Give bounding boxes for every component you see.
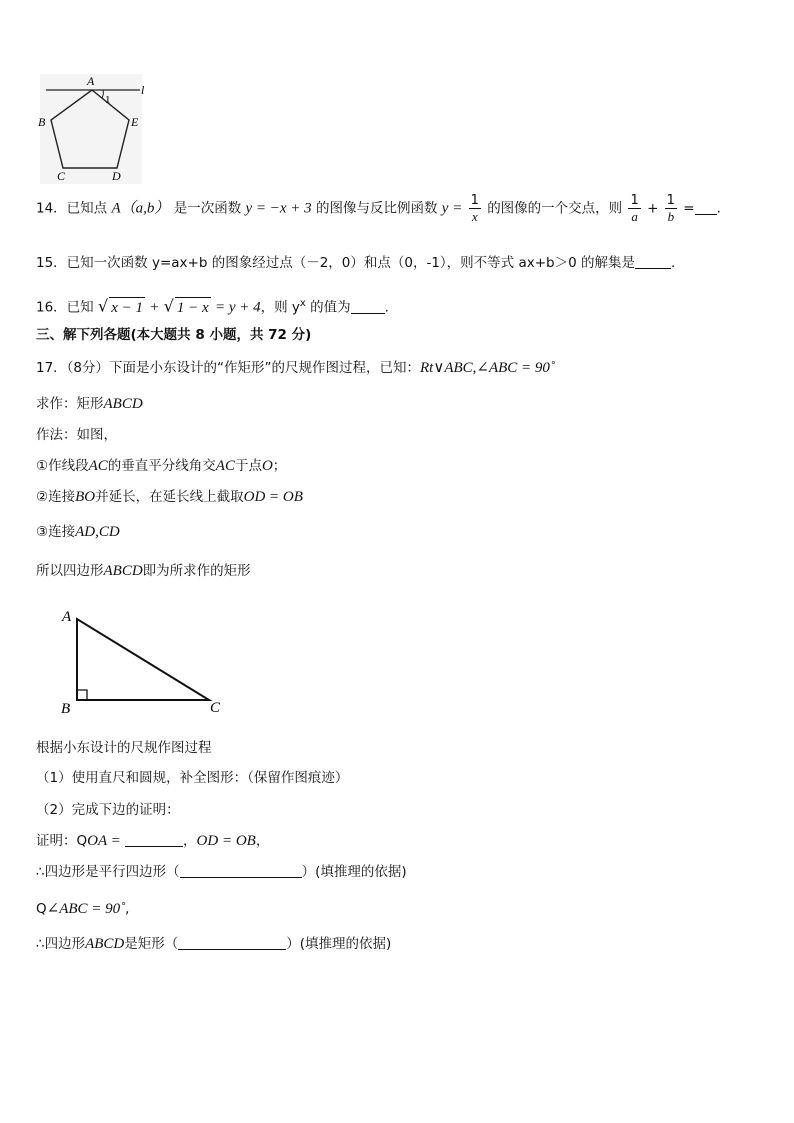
triangle-label-B: B [61, 701, 71, 717]
triangle-label-C: C [210, 700, 221, 716]
q17-proof-line-3: Q∠ABC = 90˚, [36, 901, 130, 917]
proof-blank-rectangle[interactable] [178, 935, 286, 950]
label-A: A [87, 74, 95, 88]
radical-sign-icon: √ [97, 296, 109, 316]
label-1: 1 [105, 94, 111, 106]
label-l: l [141, 83, 145, 97]
answer-blank[interactable] [351, 299, 385, 314]
q17-proof-line-1: 证明：QOA = ，OD = OB， [36, 833, 270, 849]
q17-step-1: ①作线段AC的垂直平分线角交AC于点O； [36, 458, 287, 474]
section-heading: 三、解下列各题(本大题共 8 小题，共 72 分) [36, 327, 312, 343]
answer-blank[interactable] [635, 254, 671, 269]
proof-blank-oa[interactable] [125, 832, 183, 847]
q17-conclusion: 所以四边形ABCD即为所求作的矩形 [36, 563, 251, 579]
q17-ask: 求作：矩形ABCD [36, 396, 143, 412]
label-B: B [38, 115, 46, 129]
q17-method: 作法：如图， [36, 427, 117, 443]
label-E: E [131, 115, 139, 129]
q17-process: 根据小东设计的尺规作图过程 [36, 740, 212, 756]
q17-step-2: ②连接BO并延长，在延长线上截取OD = OB [36, 489, 303, 505]
fraction-1-over-b: $\frac{1}{b}$ [666, 193, 675, 224]
answer-blank[interactable] [695, 200, 717, 215]
label-D: D [112, 169, 121, 183]
question-17-intro: 17．（8分）下面是小东设计的“作矩形”的尺规作图过程，已知：Rt∨ABC,∠ABC = 90˚ [36, 360, 555, 376]
fraction-1-over-a: $\frac{1}{a}$ [630, 193, 639, 224]
right-triangle-figure [56, 604, 236, 720]
q17-part-2: （2）完成下边的证明： [36, 802, 180, 818]
question-16: 16．已知 √ x − 1 + √ 1 − x = y + 4，则 $y^x$ 的值为 . [36, 296, 389, 316]
question-14: 14．已知点 A（a,b） 是一次函数 y = −x + 3 的图像与反比例函数 y = $\frac{1}{x}$ 的图像的一个交点，则 $\frac{1}{a}$ + $\frac{1}{b}$ = . [36, 193, 721, 224]
q17-part-1: （1）使用直尺和圆规，补全图形：（保留作图痕迹） [36, 770, 349, 786]
question-15: 15．已知一次函数 y=ax+b 的图象经过点（－2，0）和点（0，-1），则不等式 ax+b＞0 的解集是 . [36, 255, 676, 271]
q17-step-3: ③连接AD,CD [36, 524, 120, 540]
label-C: C [57, 169, 66, 183]
pentagon-figure [30, 74, 160, 186]
triangle-label-A: A [62, 609, 72, 625]
proof-blank-parallelogram[interactable] [180, 863, 302, 878]
q17-proof-line-4: ∴四边形ABCD是矩形（ ）(填推理的依据) [36, 936, 392, 952]
fraction-1-over-x: $\frac{1}{x}$ [470, 193, 479, 224]
radical-sign-icon: √ [163, 296, 174, 316]
q17-proof-line-2: ∴四边形是平行四边形（ ）(填推理的依据) [36, 864, 407, 880]
